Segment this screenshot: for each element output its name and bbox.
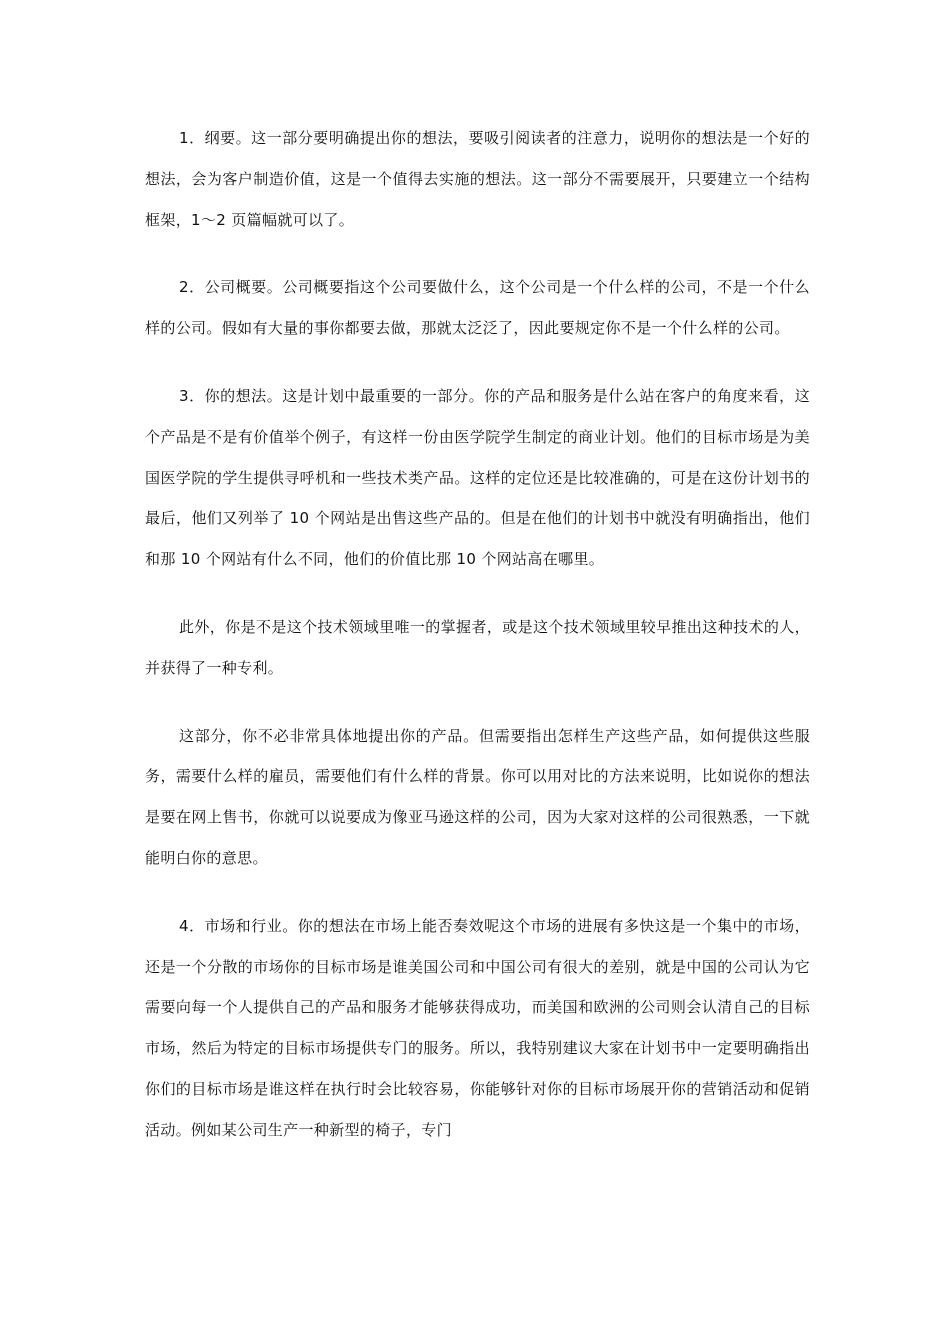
paragraph-market-industry: 4．市场和行业。你的想法在市场上能否奏效呢这个市场的进展有多快这是一个集中的市场，还是一个分散的市场你的目标市场是谁美国公司和中国公司有很大的差别，就是中国的公司认为它需要向每一个人提供自己的产品和服务才能够获得成功，而美国和欧洲的公司则会认清自己的目标市场，然后为特定的目标市场提供专门的服务。所以，我特别建议大家在计划书中一定要明确指出你们的目标市场是谁这样在执行时会比较容易，你能够针对你的目标市场展开你的营销活动和促销活动。例如某公司生产一种新型的椅子，专门 (145, 916, 810, 1139)
paragraph-company-overview: 2．公司概要。公司概要指这个公司要做什么，这个公司是一个什么样的公司，不是一个什么样的公司。假如有大量的事你都要去做，那就太泛泛了，因此要规定你不是一个什么样的公司。 (145, 278, 810, 338)
paragraph-your-idea: 3．你的想法。这是计划中最重要的一部分。你的产品和服务是什么站在客户的角度来看，这个产品是不是有价值举个例子，有这样一份由医学院学生制定的商业计划。他们的目标市场是为美国医学院的学生提供寻呼机和一些技术类产品。这样的定位还是比较准确的，可是在这份计划书的最后，他们又列举了 10 个网站是出售这些产品的。但是在他们的计划书中就没有明确指出，他们和那 10 个网站有什么不同，他们的价值比那 10 个网站高在哪里。 (145, 386, 810, 569)
document-page (145, 118, 810, 1178)
paragraph-technology: 此外，你是不是这个技术领域里唯一的掌握者，或是这个技术领域里较早推出这种技术的人，并获得了一种专利。 (145, 617, 810, 677)
paragraph-product-details: 这部分，你不必非常具体地提出你的产品。但需要指出怎样生产这些产品，如何提供这些服务，需要什么样的雇员，需要他们有什么样的背景。你可以用对比的方法来说明，比如说你的想法是要在网上售书，你就可以说要成为像亚马逊这样的公司，因为大家对这样的公司很熟悉，一下就能明白你的意思。 (145, 726, 810, 867)
paragraph-summary: 1．纲要。这一部分要明确提出你的想法，要吸引阅读者的注意力，说明你的想法是一个好的想法，会为客户制造价值，这是一个值得去实施的想法。这一部分不需要展开，只要建立一个结构框架，1～2 页篇幅就可以了。 (145, 129, 810, 229)
